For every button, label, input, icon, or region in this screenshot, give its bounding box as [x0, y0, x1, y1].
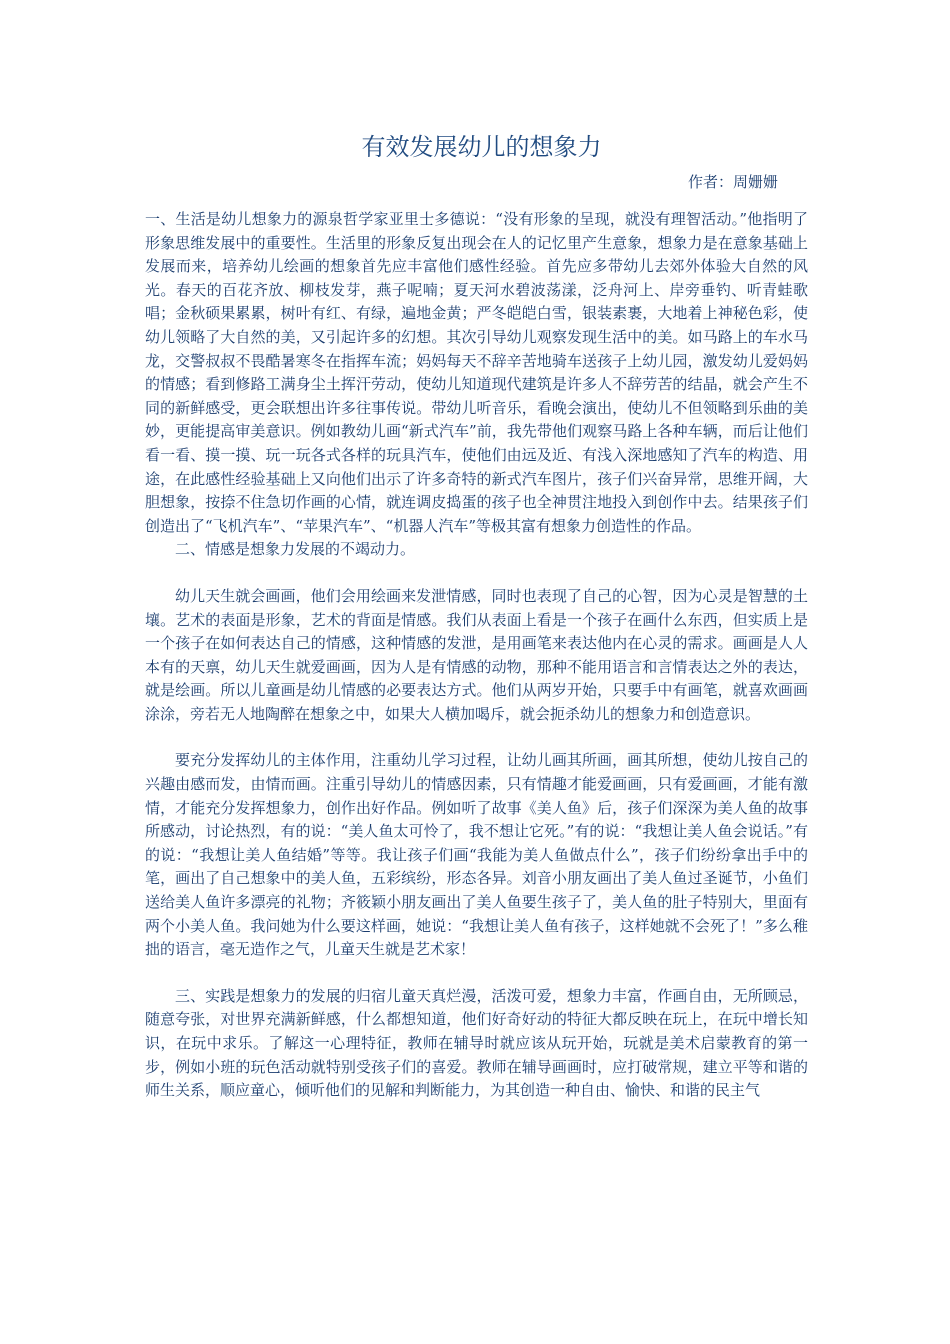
- document-author: 作者：周姗姗: [687, 173, 778, 191]
- paragraph-2-heading: 二、情感是想象力发展的不竭动力。: [175, 540, 416, 559]
- paragraph-1: 一、生活是幼儿想象力的源泉哲学家亚里士多德说：“没有形象的呈现，就没有理智活动。”他指明了形象思维发展中的重要性。生活里的形象反复出现会在人的记忆里产生意象，想象力是在意象基础上发展而来，培养幼儿绘画的想象首先应丰富他们感性经验。首先应多带幼儿去郊外体验大自然的风光。春天的百花齐放、柳枝发芽，燕子呢喃；夏天河水碧波荡漾，泛舟河上、岸旁垂钓、听青蛙歌唱；金秋硕果累累，树叶有红、有绿，遍地金黄；严冬皑皑白雪，银装素裹，大地着上神秘色彩，使幼儿领略了大自然的美，又引起许多的幻想。其次引导幼儿观察发现生活中的美。如马路上的车水马龙，交警叔叔不畏酷暑寒冬在指挥车流；妈妈每天不辞辛苦地骑车送孩子上幼儿园，激发幼儿爱妈妈的情感；看到修路工满身尘土挥汗劳动，使幼儿知道现代建筑是许多人不辞劳苦的结晶，就会产生不同的新鲜感受，更会联想出许多往事传说。带幼儿听音乐，看晚会演出，使幼儿不但领略到乐曲的美妙，更能提高审美意识。例如教幼儿画“新式汽车”前，我先带他们观察马路上各种车辆，而后让他们看一看、摸一摸、玩一玩各式各样的玩具汽车，使他们由远及近、有浅入深地感知了汽车的构造、用途，在此感性经验基础上又向他们出示了许多奇特的新式汽车图片，孩子们兴奋异常，思维开阔，大胆想象，按捺不住急切作画的心情，就连调皮捣蛋的孩子也全神贯注地投入到创作中去。结果孩子们创造出了“飞机汽车”、“苹果汽车”、“机器人汽车”等极其富有想象力创造性的作品。: [145, 210, 808, 535]
- paragraph-5: 三、实践是想象力的发展的归宿儿童天真烂漫，活泼可爱，想象力丰富，作画自由，无所顾忌，随意夸张，对世界充满新鲜感，什么都想知道，他们好奇好动的特征大都反映在玩上，在玩中增长知识，在玩中求乐。了解这一心理特征，教师在辅导时就应该从玩开始，玩就是美术启蒙教育的第一步，例如小班的玩色活动就特别受孩子们的喜爱。教师在辅导画画时，应打破常规，建立平等和谐的师生关系，顺应童心，倾听他们的见解和判断能力，为其创造一种自由、愉快、和谐的民主气: [145, 986, 808, 1100]
- document-title: 有效发展幼儿的想象力: [361, 133, 602, 161]
- paragraph-3: 幼儿天生就会画画，他们会用绘画来发泄情感，同时也表现了自己的心智，因为心灵是智慧的土壤。艺术的表面是形象，艺术的背面是情感。我们从表面上看是一个孩子在画什么东西，但实质上是一个孩子在如何表达自己的情感，这种情感的发泄，是用画笔来表达他内在心灵的需求。画画是人人本有的天禀，幼儿天生就爱画画，因为人是有情感的动物，那种不能用语言和言情表达之外的表达，就是绘画。所以儿童画是幼儿情感的必要表达方式。他们从两岁开始，只要手中有画笔，就喜欢画画涂涂，旁若无人地陶醉在想象之中，如果大人横加喝斥，就会扼杀幼儿的想象力和创造意识。: [145, 586, 808, 723]
- document-page: [145, 130, 808, 1103]
- paragraph-4: 要充分发挥幼儿的主体作用，注重幼儿学习过程，让幼儿画其所画，画其所想，使幼儿按自己的兴趣由感而发，由情而画。注重引导幼儿的情感因素，只有情趣才能爱画画，只有爱画画，才能有激情，才能充分发挥想象力，创作出好作品。例如听了故事《美人鱼》后，孩子们深深为美人鱼的故事所感动，讨论热烈，有的说：“美人鱼太可怜了，我不想让它死。”有的说：“我想让美人鱼会说话。”有的说：“我想让美人鱼结婚”等等。我让孩子们画“我能为美人鱼做点什么”，孩子们纷纷拿出手中的笔，画出了自己想象中的美人鱼，五彩缤纷，形态各异。刘音小朋友画出了美人鱼过圣诞节，小鱼们送给美人鱼许多漂亮的礼物；齐筱颖小朋友画出了美人鱼要生孩子了，美人鱼的肚子特别大，里面有两个小美人鱼。我问她为什么要这样画，她说：“我想让美人鱼有孩子，这样她就不会死了！”多么稚拙的语言，毫无造作之气，儿童天生就是艺术家！: [145, 751, 808, 959]
